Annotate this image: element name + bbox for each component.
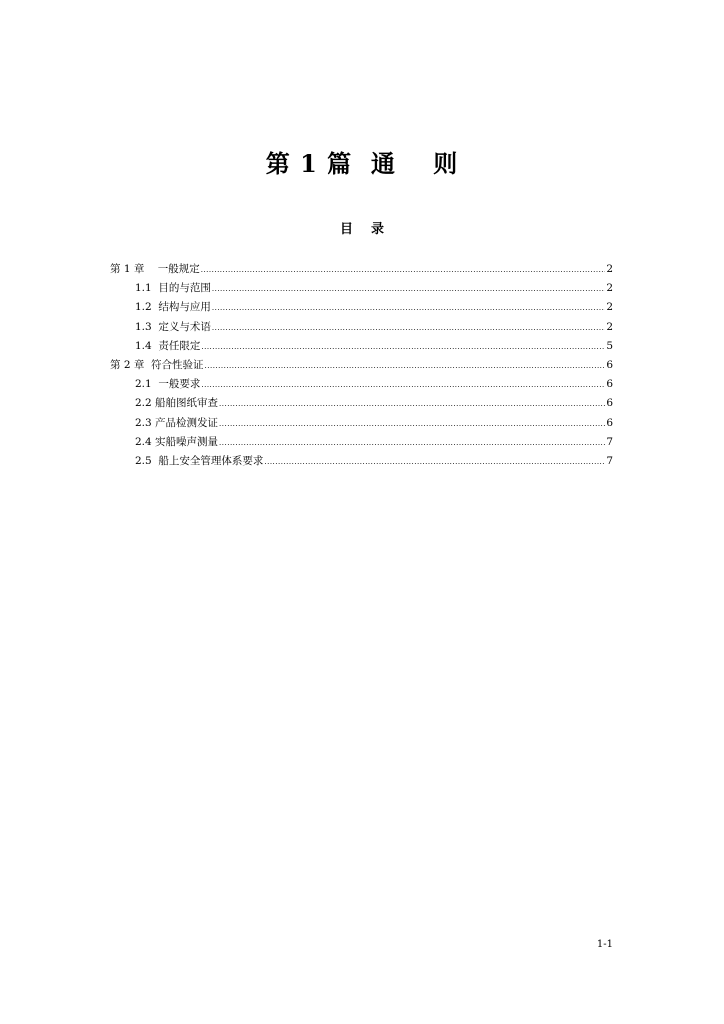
- toc-entry[interactable]: [110, 356, 613, 375]
- toc-leader-dots: [264, 453, 605, 471]
- toc-leader-dots: [219, 434, 605, 452]
- toc-entry-label: 1.4 责任限定: [135, 339, 201, 352]
- toc-leader-dots: [212, 319, 605, 337]
- toc-entry-page: 6: [606, 397, 613, 410]
- toc-entry-page: 2: [606, 301, 613, 314]
- toc-leader-dots: [212, 299, 605, 317]
- toc-entry-page: 2: [606, 263, 613, 275]
- toc-leader-dots: [201, 261, 606, 279]
- toc-entry-page: 2: [606, 320, 613, 333]
- toc-entry[interactable]: [110, 298, 613, 317]
- toc-entry-label: 2.2 船舶图纸审查: [135, 397, 219, 410]
- toc-entry[interactable]: [110, 375, 613, 394]
- toc-entry-label: 2.3 产品检测发证: [135, 416, 219, 429]
- toc-entry-page: 6: [606, 378, 613, 391]
- toc-entry-page: 5: [606, 339, 613, 352]
- toc-leader-dots: [201, 376, 605, 394]
- toc-entry-label: 1.2 结构与应用: [135, 301, 211, 314]
- toc-entry[interactable]: [110, 337, 613, 356]
- toc-entry-label: 2.1 一般要求: [135, 378, 201, 391]
- toc-entry-page: 6: [606, 358, 613, 371]
- toc-leader-dots: [219, 415, 605, 433]
- toc-entry[interactable]: [110, 452, 613, 471]
- toc-entry[interactable]: [110, 260, 613, 279]
- page-number: 1-1: [596, 939, 613, 950]
- toc-entry-page: 7: [606, 435, 613, 448]
- table-of-contents: [110, 260, 613, 471]
- page-title: 第 1 篇 通 则: [265, 149, 459, 178]
- toc-entry[interactable]: [110, 414, 613, 433]
- toc-entry-label: 1.3 定义与术语: [135, 320, 211, 333]
- toc-entry-label: 1.1 目的与范围: [135, 282, 211, 295]
- toc-leader-dots: [205, 357, 606, 375]
- toc-entry-page: 2: [606, 282, 613, 295]
- toc-entry[interactable]: [110, 318, 613, 337]
- toc-entry[interactable]: [110, 433, 613, 452]
- toc-entry-label: 第 2 章 符合性验证: [110, 358, 204, 371]
- toc-heading: 目 录: [339, 222, 385, 237]
- toc-entry-page: 6: [606, 416, 613, 429]
- toc-entry[interactable]: [110, 394, 613, 413]
- toc-entry-label: 第 1 章 一般规定: [110, 263, 200, 275]
- toc-leader-dots: [219, 395, 605, 413]
- toc-entry-label: 2.4 实船噪声测量: [135, 435, 219, 448]
- toc-leader-dots: [201, 338, 605, 356]
- toc-entry-page: 7: [606, 454, 613, 467]
- toc-entry-label: 2.5 船上安全管理体系要求: [135, 454, 264, 467]
- toc-entry[interactable]: [110, 279, 613, 298]
- toc-leader-dots: [212, 280, 605, 298]
